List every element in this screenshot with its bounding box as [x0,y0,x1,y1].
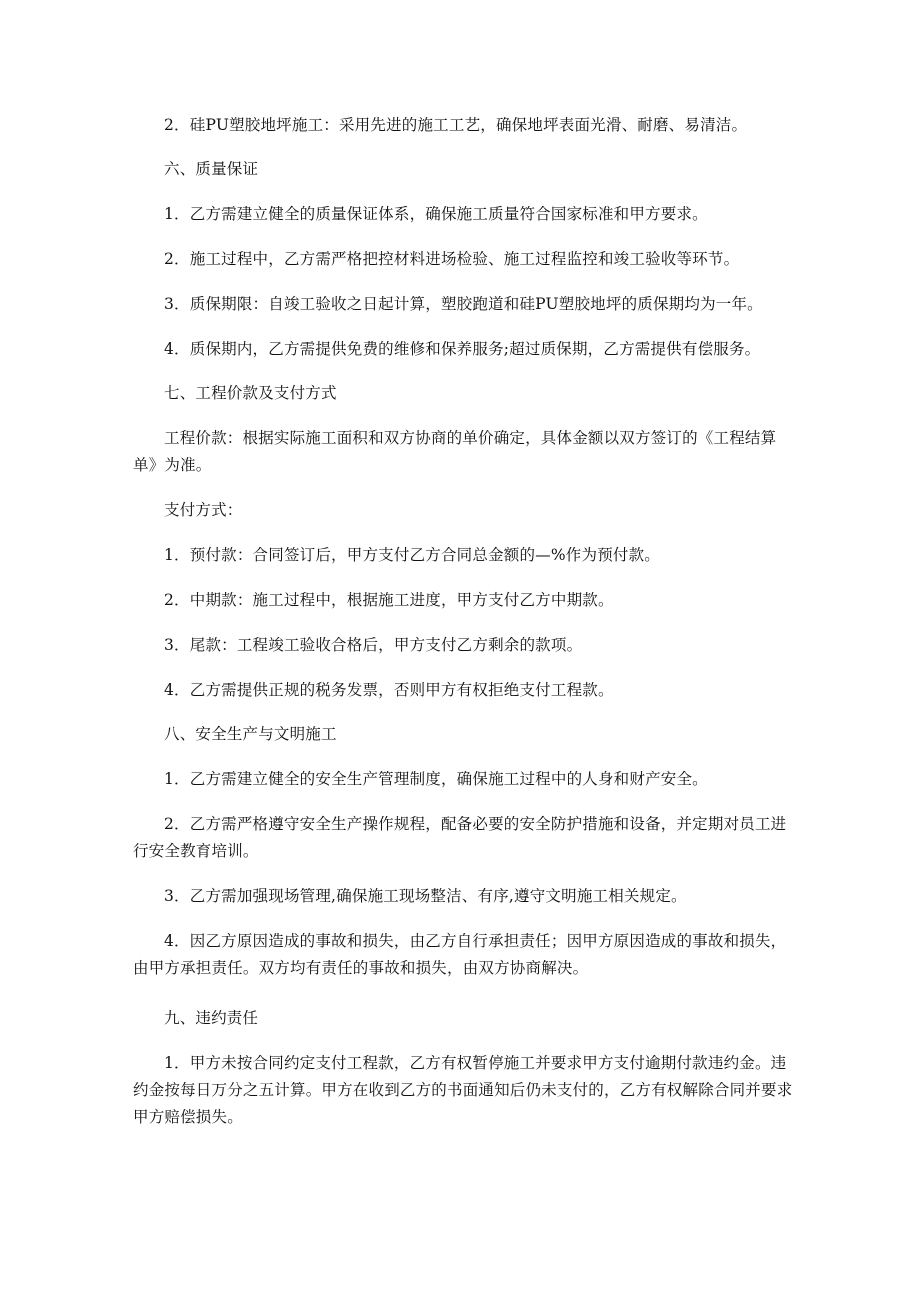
section-heading-8: 八、安全生产与文明施工 [164,725,337,743]
clause-6-item-1: 1．乙方需建立健全的质量保证体系，确保施工质量符合国家标准和甲方要求。 [164,205,708,223]
clause-6-item-4: 4．质保期内，乙方需提供免费的维修和保养服务;超过质保期，乙方需提供有偿服务。 [164,340,761,358]
clause-6-item-3: 3．质保期限：自竣工验收之日起计算，塑胶跑道和硅PU塑胶地坪的质保期均为一年。 [164,295,763,313]
clause-7-item-3: 3．尾款：工程竣工验收合格后，甲方支付乙方剩余的款项。 [164,636,583,654]
clause-7-item-2: 2．中期款：施工过程中，根据施工进度，甲方支付乙方中期款。 [164,591,614,609]
clause-8-item-1: 1．乙方需建立健全的安全生产管理制度，确保施工过程中的人身和财产安全。 [164,770,708,788]
clause-7-item-4: 4．乙方需提供正规的税务发票，否则甲方有权拒绝支付工程款。 [164,681,614,699]
clause-7-price: 工程价款：根据实际施工面积和双方协商的单价确定，具体金额以双方签订的《工程结算单》为准。 [133,429,777,474]
clause-5-item-2: 2．硅PU塑胶地坪施工：采用先进的施工工艺，确保地坪表面光滑、耐磨、易清洁。 [164,116,748,134]
document-body [133,112,793,1131]
clause-9-item-1: 1．甲方未按合同约定支付工程款，乙方有权暂停施工并要求甲方支付逾期付款违约金。违约金按每日万分之五计算。甲方在收到乙方的书面通知后仍未支付的，乙方有权解除合同并要求甲方赔偿损失。 [133,1054,793,1126]
section-heading-9: 九、违约责任 [164,1009,259,1027]
section-heading-7: 七、工程价款及支付方式 [164,384,337,402]
clause-6-item-2: 2．施工过程中，乙方需严格把控材料进场检验、施工过程监控和竣工验收等环节。 [164,250,740,268]
section-heading-6: 六、质量保证 [164,160,259,178]
clause-7-item-1: 1．预付款：合同签订后，甲方支付乙方合同总金额的—%作为预付款。 [164,546,660,564]
clause-8-item-4: 4．因乙方原因造成的事故和损失，由乙方自行承担责任；因甲方原因造成的事故和损失，由甲方承担责任。双方均有责任的事故和损失，由双方协商解决。 [133,932,787,977]
clause-8-item-3: 3．乙方需加强现场管理,确保施工现场整洁、有序,遵守文明施工相关规定。 [164,887,687,905]
clause-8-item-2: 2．乙方需严格遵守安全生产操作规程，配备必要的安全防护措施和设备，并定期对员工进行安全教育培训。 [133,815,787,860]
clause-7-payment-label: 支付方式： [164,501,243,519]
